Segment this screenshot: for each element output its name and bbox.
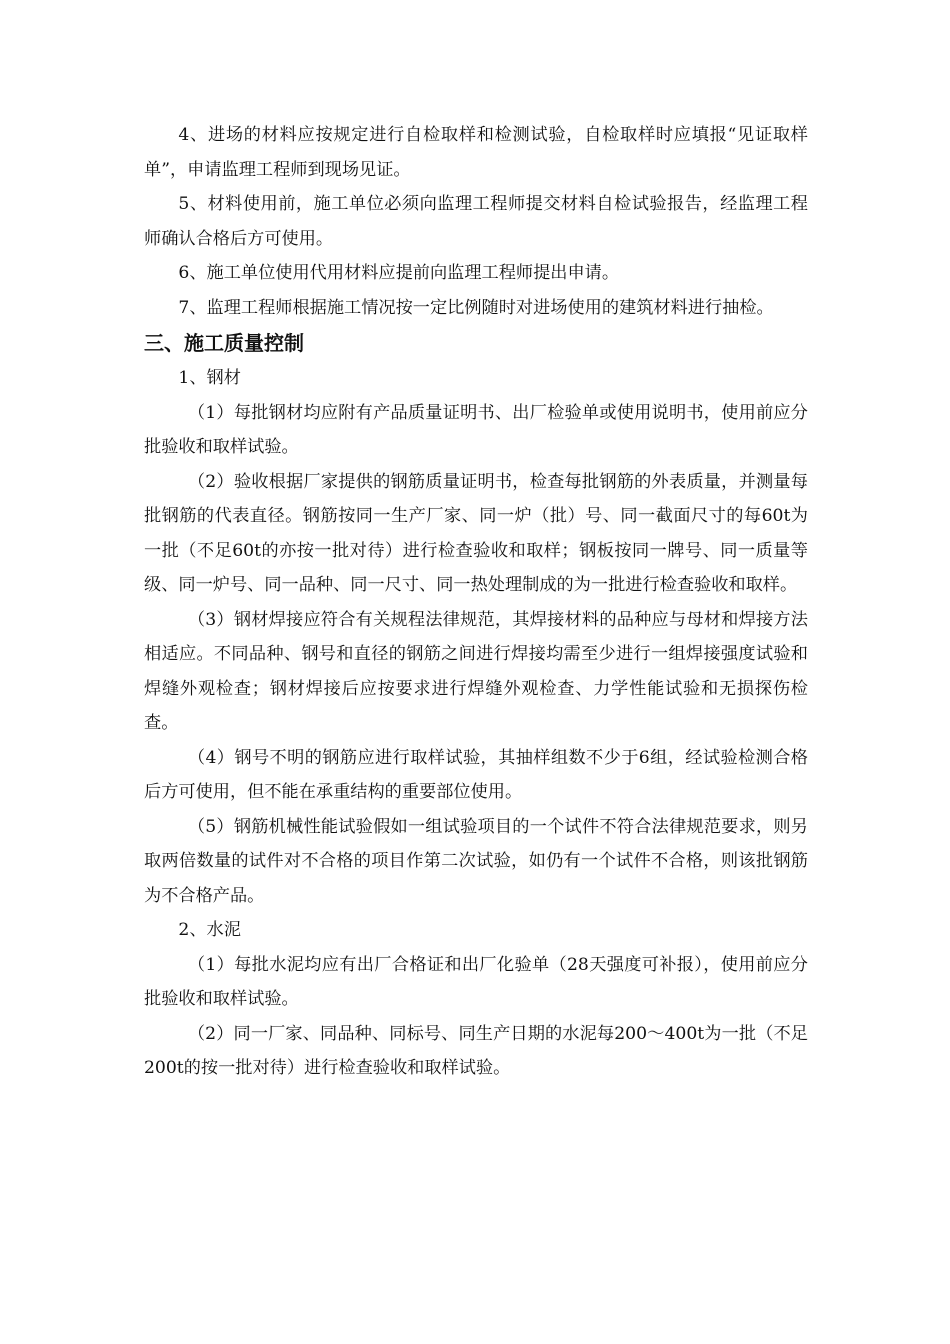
section-heading: 三、施工质量控制 bbox=[144, 331, 304, 355]
steel-item-5: （5）钢筋机械性能试验假如一组试验项目的一个试件不符合法律规范要求，则另取两倍数量的试件对不合格的项目作第二次试验，如仍有一个试件不合格，则该批钢筋为不合格产品。 bbox=[144, 816, 808, 906]
paragraph-item-5: 5、材料使用前，施工单位必须向监理工程师提交材料自检试验报告，经监理工程师确认合格后方可使用。 bbox=[144, 194, 808, 249]
paragraph-item-6: 6、施工单位使用代用材料应提前向监理工程师提出申请。 bbox=[178, 263, 620, 283]
subsection-title-steel: 1、钢材 bbox=[178, 368, 241, 388]
steel-item-3: （3）钢材焊接应符合有关规程法律规范，其焊接材料的品种应与母材和焊接方法相适应。不同品种、钢号和直径的钢筋之间进行焊接均需至少进行一组焊接强度试验和焊缝外观检查；钢材焊接后应按要求进行焊缝外观检查、力学性能试验和无损探伤检查。 bbox=[144, 609, 808, 733]
cement-item-1: （1）每批水泥均应有出厂合格证和出厂化验单（28天强度可补报），使用前应分批验收和取样试验。 bbox=[144, 954, 808, 1009]
steel-item-2: （2）验收根据厂家提供的钢筋质量证明书，检查每批钢筋的外表质量，并测量每批钢筋的代表直径。钢筋按同一生产厂家、同一炉（批）号、同一截面尺寸的每60t为一批（不足60t的亦按一批对待）进行检查验收和取样；钢板按同一牌号、同一质量等级、同一炉号、同一品种、同一尺寸、同一热处理制成的为一批进行检查验收和取样。 bbox=[144, 471, 808, 595]
cement-item-2: （2）同一厂家、同品种、同标号、同生产日期的水泥每200～400t为一批（不足200t的按一批对待）进行检查验收和取样试验。 bbox=[144, 1023, 808, 1078]
paragraph-item-7: 7、监理工程师根据施工情况按一定比例随时对进场使用的建筑材料进行抽检。 bbox=[178, 297, 774, 318]
subsection-title-cement: 2、水泥 bbox=[178, 920, 241, 940]
paragraph-item-4: 4、进场的材料应按规定进行自检取样和检测试验，自检取样时应填报“见证取样单”，申请监理工程师到现场见证。 bbox=[144, 125, 808, 180]
steel-item-1: （1）每批钢材均应附有产品质量证明书、出厂检验单或使用说明书，使用前应分批验收和取样试验。 bbox=[144, 402, 808, 457]
steel-item-4: （4）钢号不明的钢筋应进行取样试验，其抽样组数不少于6组，经试验检测合格后方可使用，但不能在承重结构的重要部位使用。 bbox=[144, 747, 808, 802]
document-page bbox=[144, 118, 808, 1086]
